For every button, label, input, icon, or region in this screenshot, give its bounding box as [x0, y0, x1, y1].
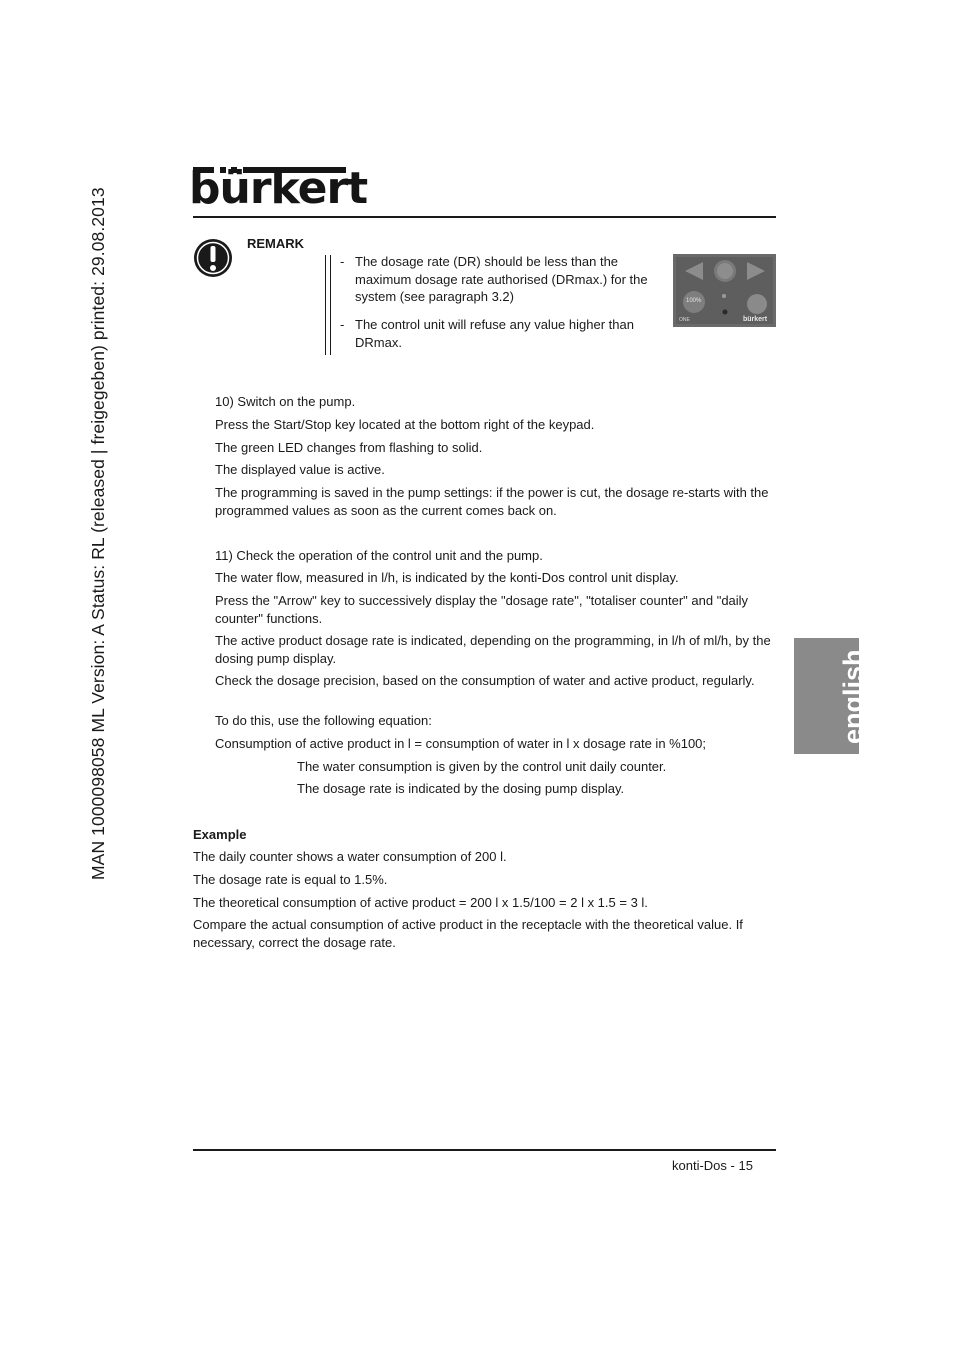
- remark-item: - The control unit will refuse any value higher than DRmax.: [340, 317, 634, 350]
- step10-line: The green LED changes from flashing to solid.: [215, 440, 483, 455]
- example-line: The daily counter shows a water consumption of 200 l.: [193, 849, 507, 864]
- step11-line: To do this, use the following equation:: [215, 713, 432, 728]
- remark-label: REMARK: [247, 236, 305, 251]
- start-stop-key: [747, 294, 767, 314]
- step10-line: The programming is saved in the pump settings: if the power is cut, the dosage re-starts with the programmed values as soon as the current comes back on.: [215, 485, 769, 518]
- example-heading: Example: [193, 827, 247, 842]
- step11-note: The dosage rate is indicated by the dosing pump display.: [297, 781, 625, 796]
- header-rule: [193, 216, 776, 218]
- example-line: Compare the actual consumption of active product in the receptacle with the theoretical value. If necessary, correct the dosage rate.: [193, 917, 743, 950]
- step10-heading: 10) Switch on the pump.: [215, 394, 356, 409]
- step11-heading: 11) Check the operation of the control unit and the pump.: [215, 548, 543, 563]
- step10-line: Press the Start/Stop key located at the bottom right of the keypad.: [215, 417, 595, 432]
- warning-icon: [193, 238, 233, 278]
- keypad-image: 100% ONE bürkert: [673, 254, 776, 327]
- example-line: The theoretical consumption of active product = 200 l x 1.5/100 = 2 l x 1.5 = 3 l.: [193, 895, 648, 910]
- step11-note: The water consumption is given by the control unit daily counter.: [297, 759, 667, 774]
- footer-rule: [193, 1149, 776, 1151]
- step11-equation: Consumption of active product in l = consumption of water in l x dosage rate in %100;: [215, 736, 707, 751]
- step10-line: The displayed value is active.: [215, 462, 385, 477]
- step11-line: Check the dosage precision, based on the consumption of water and active product, regularly.: [215, 673, 755, 688]
- step11-line: The active product dosage rate is indicated, depending on the programming, in l/h of ml/h, by the dosing pump display.: [215, 633, 771, 666]
- language-tab: [794, 638, 868, 754]
- document-metadata: MAN 1000098058 ML Version: A Status: RL (released | freigegeben) printed: 29.08.2013: [88, 187, 108, 880]
- remark-divider: [330, 255, 331, 355]
- page-footer: konti-Dos - 15: [672, 1158, 753, 1173]
- step11-line: Press the "Arrow" key to successively display the "dosage rate", "totaliser counter" and "daily counter" functions.: [215, 593, 749, 626]
- example-line: The dosage rate is equal to 1.5%.: [193, 872, 388, 887]
- logo-wordmark: bürkert: [189, 163, 368, 214]
- remark-item: - The dosage rate (DR) should be less than the maximum dosage rate authorised (DRmax.) for the system (see paragraph 3.2): [340, 254, 648, 304]
- remark-divider: [325, 255, 326, 355]
- language-tab-label: english: [838, 649, 868, 744]
- step11-line: The water flow, measured in l/h, is indicated by the konti-Dos control unit display.: [215, 570, 679, 585]
